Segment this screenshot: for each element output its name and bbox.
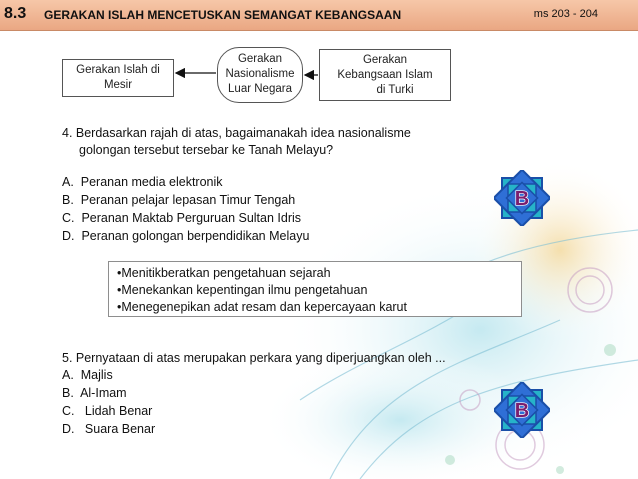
q4-option-b[interactable]: B. Peranan pelajar lepasan Timur Tengah — [62, 193, 296, 207]
q5-option-c[interactable]: C. Lidah Benar — [62, 404, 153, 418]
q4-option-d[interactable]: D. Peranan golongan berpendidikan Melayu — [62, 229, 310, 243]
q5-option-a[interactable]: A. Majlis — [62, 368, 113, 382]
question-5-text: 5. Pernyataan di atas merupakan perkara yang diperjuangkan oleh ... — [62, 351, 446, 365]
header-bar — [0, 0, 638, 31]
answer-badge-q5[interactable] — [494, 382, 550, 438]
page-title: GERAKAN ISLAH MENCETUSKAN SEMANGAT KEBANGSAAN — [44, 8, 402, 22]
q4-option-a[interactable]: A. Peranan media elektronik — [62, 175, 223, 189]
statement-item: •Menitikberatkan pengetahuan sejarah — [117, 266, 331, 280]
star-badge-icon — [494, 170, 550, 226]
section-number: 8.3 — [4, 5, 27, 22]
question-4-text-cont: golongan tersebut tersebar ke Tanah Melayu? — [79, 143, 334, 157]
q5-option-d[interactable]: D. Suara Benar — [62, 422, 156, 436]
question-4-text: 4. Berdasarkan rajah di atas, bagaimanakah idea nasionalisme — [62, 126, 411, 140]
statement-item: •Menekankan kepentingan ilmu pengetahuan — [117, 283, 368, 297]
q4-option-c[interactable]: C. Peranan Maktab Perguruan Sultan Idris — [62, 211, 302, 225]
star-badge-icon — [494, 382, 550, 438]
answer-badge-q4[interactable] — [494, 170, 550, 226]
page-reference: ms 203 - 204 — [533, 8, 598, 20]
q5-option-b[interactable]: B. Al-Imam — [62, 386, 127, 400]
statement-item: •Menegenepikan adat resam dan kepercayaan karut — [117, 300, 407, 314]
box-gerakan-kebangsaan-turki: Gerakan Kebangsaan Islam di Turki — [319, 49, 451, 101]
statement-box — [108, 261, 522, 317]
box-gerakan-nasionalisme: Gerakan Nasionalisme Luar Negara — [217, 47, 303, 103]
box-gerakan-islah-mesir: Gerakan Islah di Mesir — [62, 59, 174, 97]
answer-letter: B — [514, 188, 530, 210]
answer-letter: B — [514, 400, 530, 422]
